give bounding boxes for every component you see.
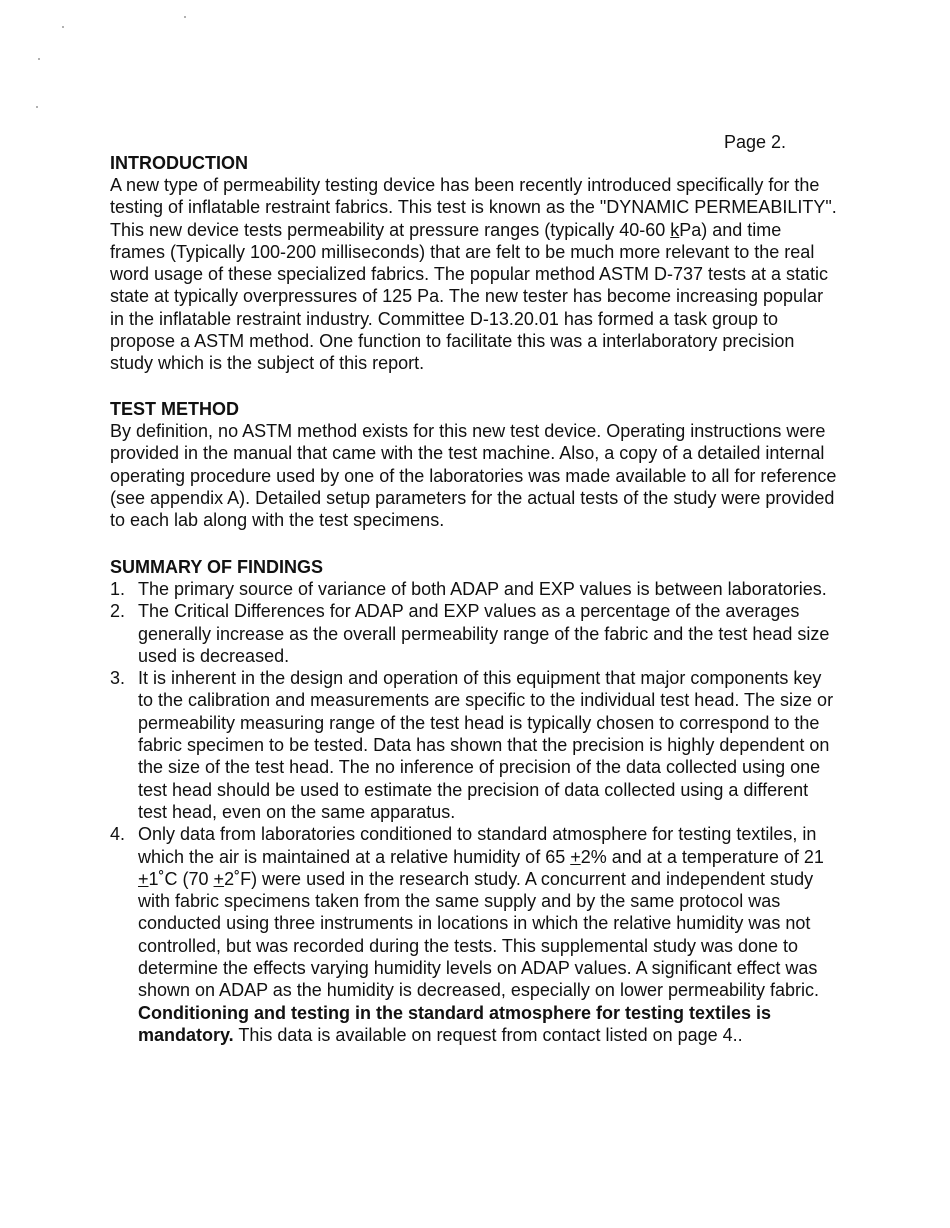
finding-number: 1. bbox=[110, 579, 126, 599]
finding-text: Only data from laboratories conditioned to standard atmosphere for testing textiles, in which the air is maintained at a relative humidity of 65 bbox=[138, 824, 817, 867]
mandatory-statement: Conditioning and testing in the standard atmosphere for testing textiles is mandatory. bbox=[138, 1002, 772, 1045]
finding-text: The Critical Differences for ADAP and EXP values as a percentage of the averages generally increase as the overall permeability range of the fabric and the test head size used is decreased. bbox=[138, 601, 830, 666]
finding-item bbox=[110, 823, 840, 1046]
introduction-section bbox=[110, 152, 840, 375]
finding-text: 1˚C (70 bbox=[148, 868, 214, 889]
plus-minus-sign: + bbox=[138, 868, 149, 889]
page-number: Page 2. bbox=[724, 132, 787, 152]
finding-number: 3. bbox=[110, 668, 126, 689]
introduction-heading: INTRODUCTION bbox=[110, 153, 248, 173]
summary-section bbox=[110, 556, 840, 1046]
finding-text: It is inherent in the design and operation of this equipment that major components key to the calibration and measurements are specific to the individual test head. The size or permeability measuring range of the test head is typically chosen to correspond to the fabric specimen to be tested. Data has shown that the precision is highly dependent on the size of the test head. The no inference of precision of the data collected using one test head should be used to estimate the precision of data collected using a different test head, even on the same apparatus. bbox=[138, 668, 834, 822]
plus-minus-sign: + bbox=[213, 868, 225, 889]
finding-number: 4. bbox=[110, 824, 126, 845]
introduction-kilo-prefix: k bbox=[670, 219, 680, 240]
scan-speck bbox=[184, 16, 186, 18]
introduction-text-1: A new type of permeability testing device has been recently introduced specifically for the testing of inflatable restraint fabrics. This test is known as the "DYNAMIC PERMEABILITY". This new device tests permeability at pressure ranges (typically 40-60 bbox=[110, 175, 837, 240]
introduction-paragraph bbox=[110, 174, 840, 375]
test-method-section bbox=[110, 398, 840, 531]
test-method-paragraph: By definition, no ASTM method exists for this new test device. Operating instructions were provided in the manual that came with the test machine. Also, a copy of a detailed internal operating procedure used by one of the laboratories was made available to all for reference (see appendix A). Detailed setup parameters for the actual tests of the study were provided to each lab along with the test specimens. bbox=[110, 421, 837, 531]
test-method-heading: TEST METHOD bbox=[110, 399, 239, 419]
introduction-text-2: Pa) and time frames (Typically 100-200 milliseconds) that are felt to be much more relevant to the real word usage of these specialized fabrics. The popular method ASTM D-737 tests at a static state at typically overpressures of 125 Pa. The new tester has become increasing popular in the inflatable restraint industry. Committee D-13.20.01 has formed a task group to propose a ASTM method. One function to facilitate this was a interlaboratory precision study which is the subject of this report. bbox=[110, 219, 829, 374]
finding-item bbox=[110, 600, 840, 667]
findings-list bbox=[110, 578, 840, 1046]
finding-number: 2. bbox=[110, 601, 126, 622]
finding-text: The primary source of variance of both ADAP and EXP values is between laboratories. bbox=[138, 579, 827, 599]
scan-speck bbox=[36, 106, 38, 108]
plus-minus-sign: + bbox=[570, 846, 581, 867]
summary-heading: SUMMARY OF FINDINGS bbox=[110, 557, 324, 577]
finding-item bbox=[110, 667, 840, 823]
finding-text: 2˚F) were used in the research study. A concurrent and independent study with fabric specimens taken from the same supply and by the same protocol was conducted using three instruments in locations in which the relative humidity was not controlled, but was recorded during the tests. This supplemental study was done to determine the effects varying humidity levels on ADAP values. A significant effect was shown on ADAP as the humidity is decreased, especially on lower permeability fabric. bbox=[138, 868, 820, 1001]
scan-speck bbox=[62, 26, 64, 28]
finding-text: 2% and at a temperature of 21 bbox=[580, 846, 824, 867]
finding-item bbox=[110, 578, 840, 600]
scan-speck bbox=[38, 58, 40, 60]
finding-text: This data is available on request from contact listed on page 4.. bbox=[233, 1024, 743, 1045]
